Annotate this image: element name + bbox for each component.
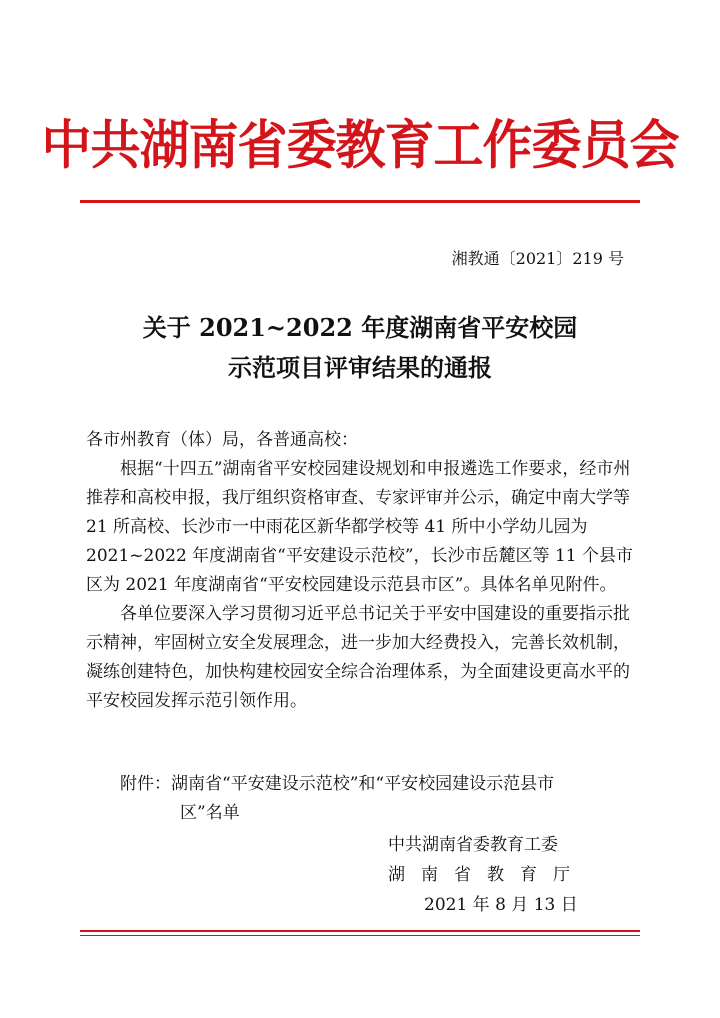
document-title (0, 308, 720, 388)
body-paragraph-1: 根据“十四五”湖南省平安校园建设规划和申报遴选工作要求，经市州推荐和高校申报，我厅组织资格审查、专家评审并公示，确定中南大学等 21 所高校、长沙市一中雨花区新华都学校等 41 所中小学幼儿园为 2021~2022 年度湖南省“平安建设示范校”，长沙市岳麓区等 11 个县市区为 2021 年度湖南省“平安校园建设示范县市区”。具体名单见附件。 (86, 459, 633, 595)
attachment-line-1: 附件：湖南省“平安建设示范校”和“平安校园建设示范县市 (120, 774, 555, 794)
header-red-rule (80, 200, 640, 203)
signature-org-1: 中共湖南省委教育工委 (388, 835, 558, 855)
footer-red-rule-thin (80, 935, 640, 936)
salutation: 各市州教育（体）局，各普通高校： (86, 430, 358, 450)
title-line-1: 关于 2021~2022 年度湖南省平安校园 (142, 313, 578, 342)
attachment-line-2: 区”名单 (180, 803, 240, 823)
issuing-org-header: 中共湖南省委教育工作委员会 (41, 114, 679, 176)
document-number: 湘教通〔2021〕219 号 (451, 249, 624, 268)
signature-date: 2021 年 8 月 13 日 (424, 895, 578, 915)
signature-org-2: 湖南省教育厅 (388, 865, 586, 885)
body-paragraph-2: 各单位要深入学习贯彻习近平总书记关于平安中国建设的重要指示批示精神，牢固树立安全发展理念，进一步加大经费投入，完善长效机制，凝练创建特色，加快构建校园安全综合治理体系，为全面建设更高水平的平安校园发挥示范引领作用。 (86, 604, 630, 711)
title-line-2: 示范项目评审结果的通报 (228, 353, 492, 382)
document-body (86, 426, 636, 716)
signature-block (388, 830, 586, 920)
footer-red-rule (80, 930, 640, 932)
attachment-note (120, 770, 635, 828)
